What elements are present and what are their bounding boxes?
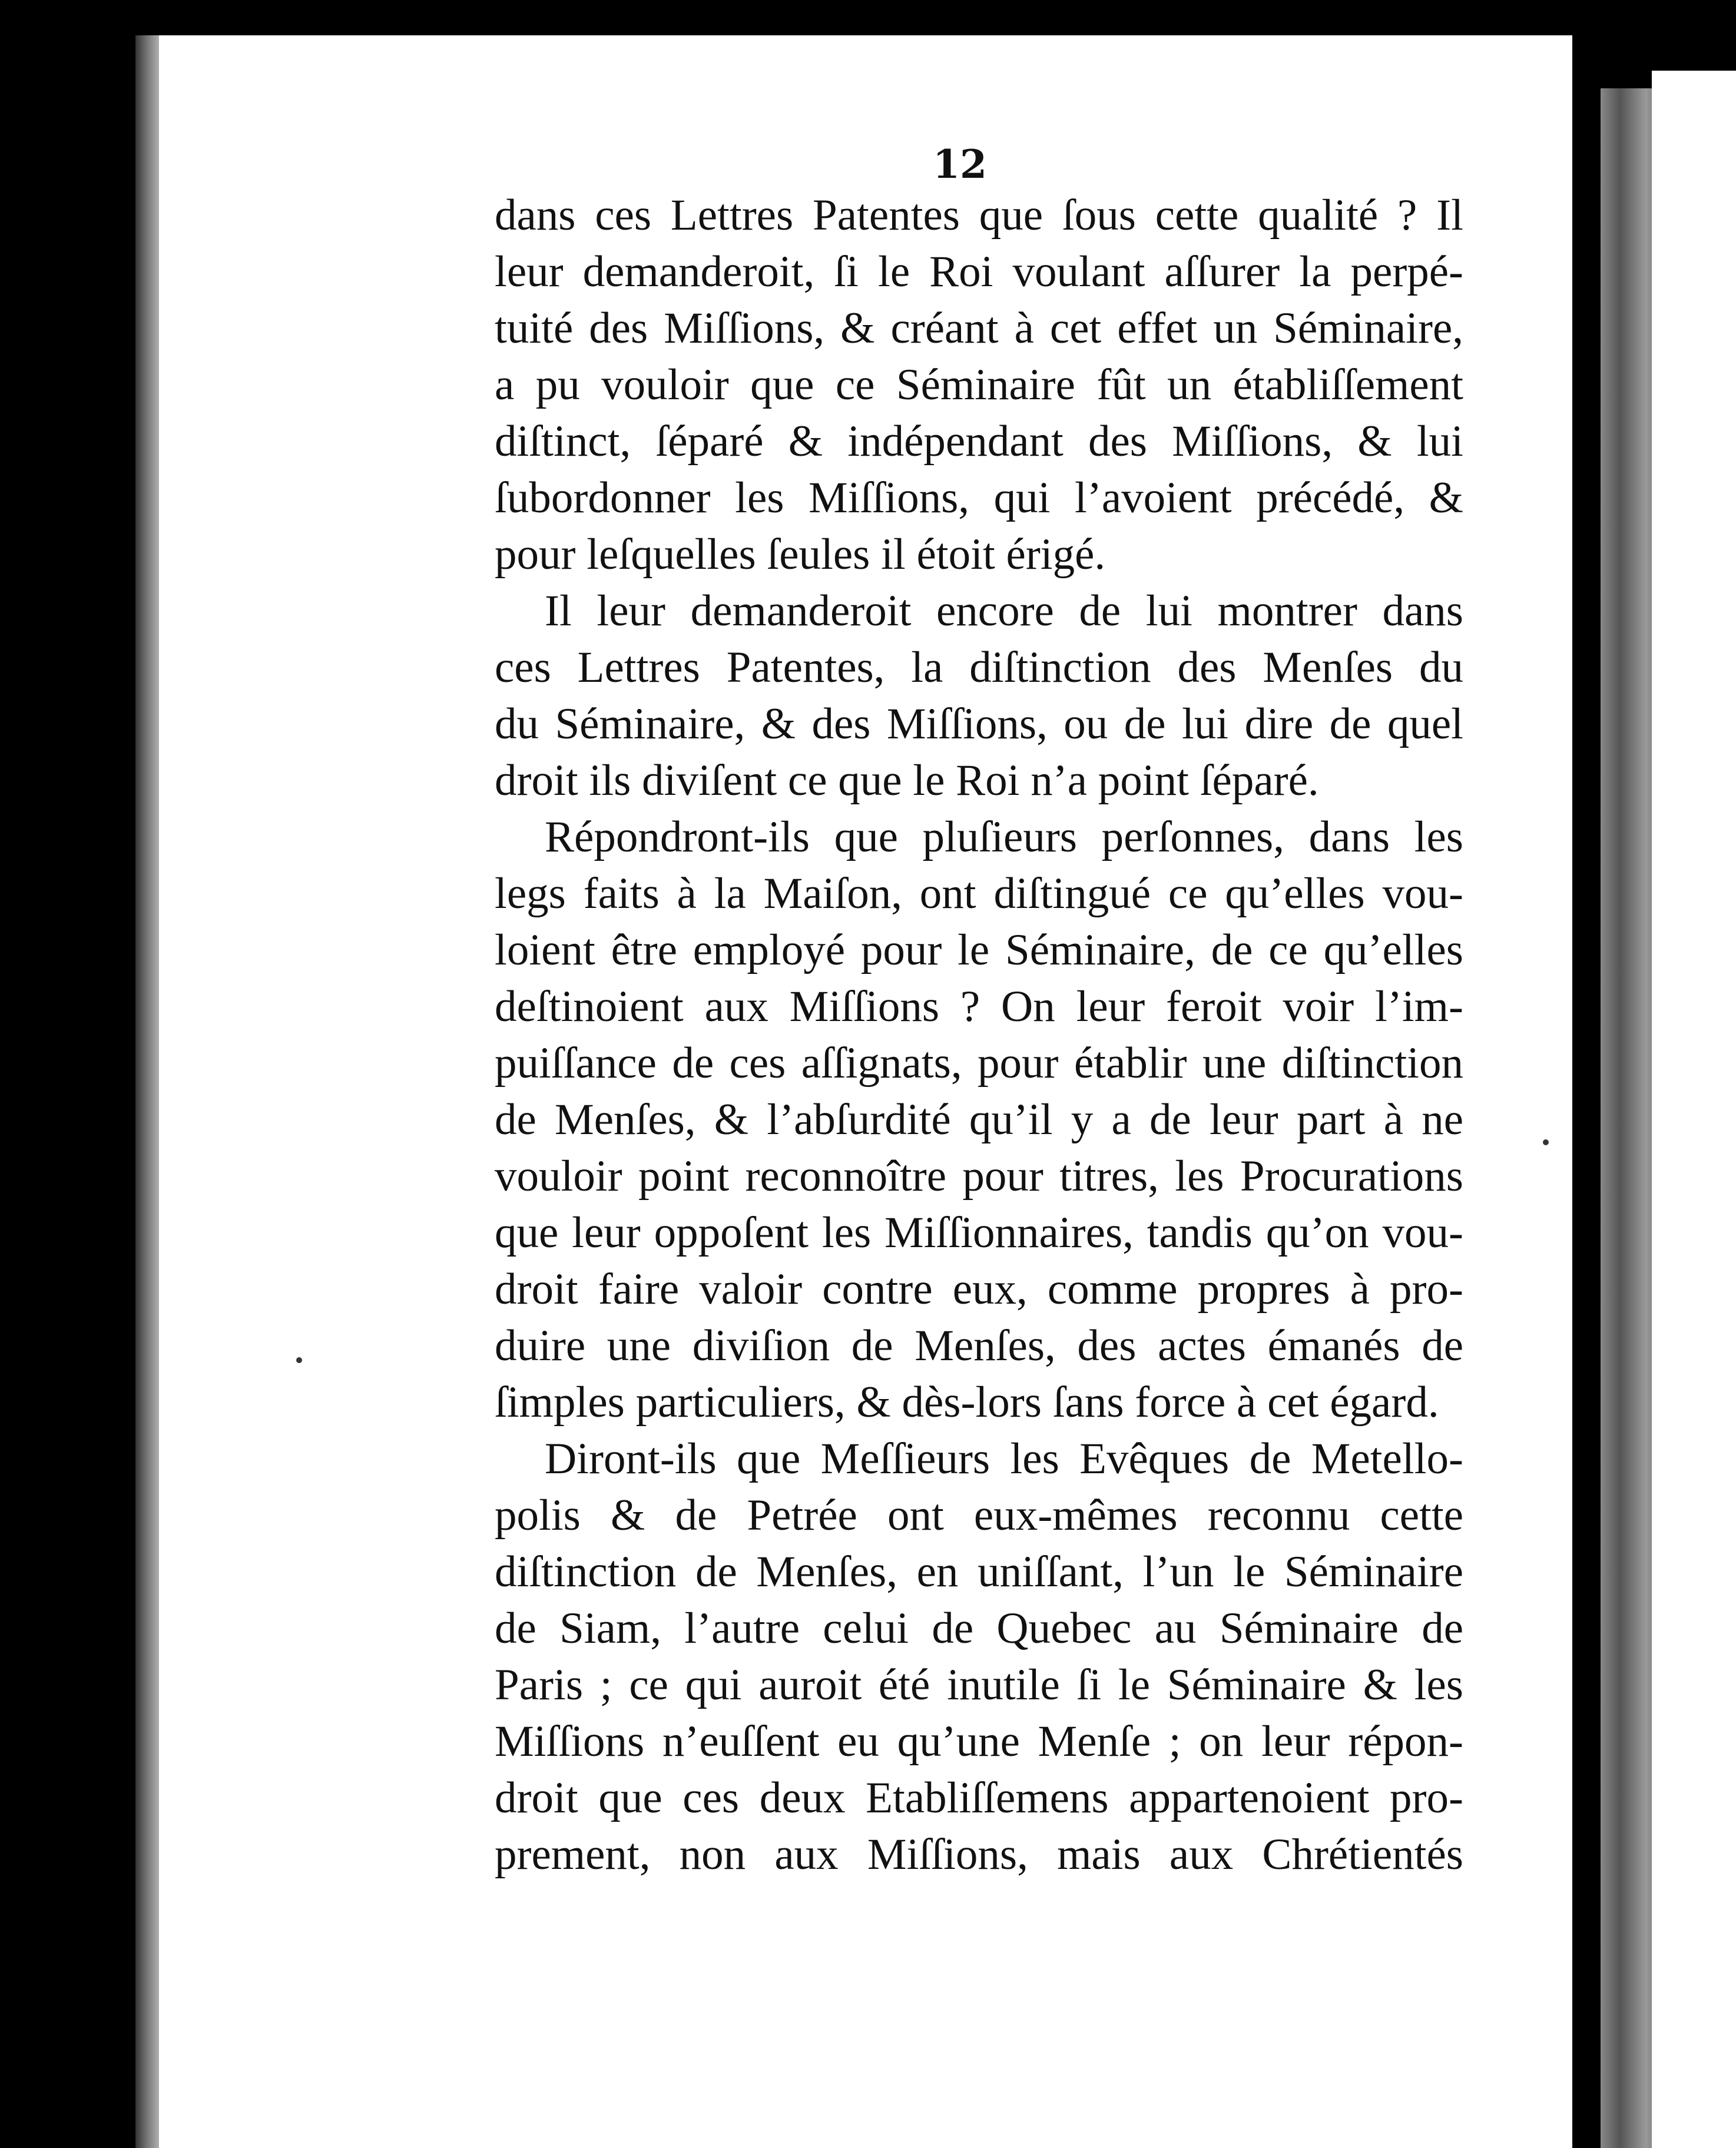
text-line: duire une diviſion de Menſes, des actes émanés de xyxy=(495,1321,1463,1370)
text-line: vouloir point reconnoître pour titres, les Procurations xyxy=(495,1152,1463,1201)
text-line: leur demanderoit, ſi le Roi voulant aſſurer la perpé- xyxy=(495,247,1463,296)
text-line: dans ces Lettres Patentes que ſous cette qualité ? Il xyxy=(495,191,1463,240)
text-line: pour leſquelles ſeules il étoit érigé. xyxy=(495,530,1106,579)
text-line: loient être employé pour le Séminaire, de ce qu’elles xyxy=(495,926,1463,974)
text-line: diſtinction de Menſes, en uniſſant, l’un le Séminaire xyxy=(495,1547,1463,1596)
text-line: prement, non aux Miſſions, mais aux Chrétientés xyxy=(495,1830,1463,1879)
text-line: Miſſions n’euſſent eu qu’une Menſe ; on leur répon- xyxy=(495,1717,1463,1766)
page-number: 12 xyxy=(933,141,987,187)
ink-speck xyxy=(296,1357,302,1363)
text-line: legs faits à la Maiſon, ont diſtingué ce qu’elles vou- xyxy=(495,869,1463,918)
text-line: deſtinoient aux Miſſions ? On leur feroit voir l’im- xyxy=(495,982,1463,1031)
text-line: droit ils diviſent ce que le Roi n’a point ſéparé. xyxy=(495,756,1319,805)
text-line: Répondront-ils que pluſieurs perſonnes, dans les xyxy=(545,813,1463,861)
text-line: ſubordonner les Miſſions, qui l’avoient précédé, & xyxy=(495,473,1463,522)
text-line: diſtinct, ſéparé & indépendant des Miſſions, & lui xyxy=(495,417,1463,466)
text-line: droit que ces deux Etabliſſemens appartenoient pro- xyxy=(495,1774,1463,1822)
text-line: tuité des Miſſions, & créant à cet effet un Séminaire, xyxy=(495,304,1463,353)
text-line: ſimples particuliers, & dès-lors ſans force à cet égard. xyxy=(495,1378,1439,1427)
text-line: droit faire valoir contre eux, comme propres à pro- xyxy=(495,1265,1463,1314)
text-line: puiſſance de ces aſſignats, pour établir une diſtinction xyxy=(495,1039,1463,1088)
text-line: a pu vouloir que ce Séminaire fût un établiſſement xyxy=(495,360,1463,409)
ink-speck xyxy=(1543,1139,1549,1145)
text-line: de Siam, l’autre celui de Quebec au Séminaire de xyxy=(495,1604,1463,1653)
text-line: que leur oppoſent les Miſſionnaires, tandis qu’on vou- xyxy=(495,1208,1463,1257)
body-text xyxy=(495,187,1463,1883)
text-line: de Menſes, & l’abſurdité qu’il y a de leur part à ne xyxy=(495,1095,1463,1144)
text-line: Il leur demanderoit encore de lui montrer dans xyxy=(545,586,1463,635)
text-line: polis & de Petrée ont eux-mêmes reconnu cette xyxy=(495,1491,1463,1540)
text-line: ces Lettres Patentes, la diſtinction des Menſes du xyxy=(495,643,1463,692)
adjacent-page xyxy=(1652,71,1736,2148)
text-line: Paris ; ce qui auroit été inutile ſi le Séminaire & les xyxy=(495,1660,1463,1709)
text-line: Diront-ils que Meſſieurs les Evêques de Metello- xyxy=(545,1434,1463,1483)
text-line: du Séminaire, & des Miſſions, ou de lui dire de quel xyxy=(495,700,1463,748)
